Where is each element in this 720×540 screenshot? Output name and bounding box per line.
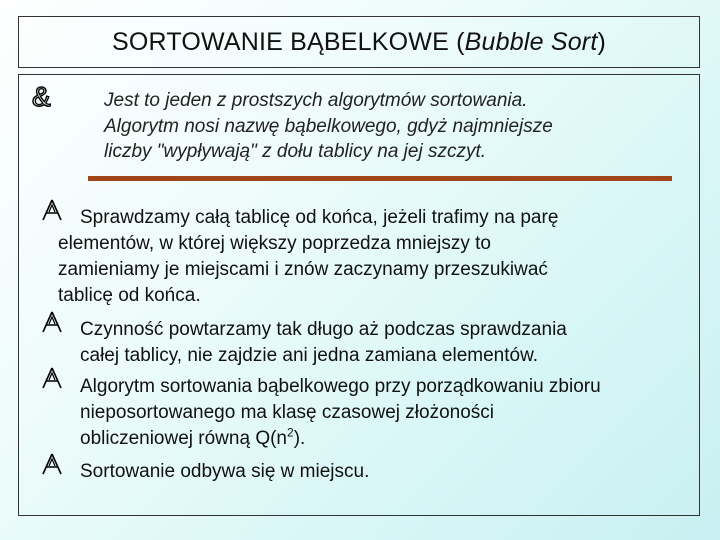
bullet-line: zamieniamy je miejscami i znów zaczynamy przeszukiwać: [58, 259, 548, 280]
bullet-line: [80, 426, 690, 452]
title-text: [112, 28, 606, 57]
bullet-item-2: [80, 317, 680, 369]
bullet-line: Sprawdzamy całą tablicę od końca, jeżeli trafimy na parę: [80, 207, 559, 228]
exponent: 2: [287, 425, 294, 440]
bullet-line: Czynność powtarzamy tak długo aż podczas sprawdzania: [80, 319, 567, 340]
bullet-line: tablicę od końca.: [58, 285, 201, 306]
triangle-a-bullet-icon: [40, 310, 64, 334]
complexity-tail: ).: [293, 428, 306, 449]
section-divider: [88, 176, 672, 181]
title-close: ): [597, 27, 606, 56]
bullet-line: Sortowanie odbywa się w miejscu.: [80, 461, 370, 482]
bullet-line: elementów, w której większy poprzedza mniejszy to: [58, 233, 491, 254]
bullet-line: nieposortowanego ma klasę czasowej złożoności: [80, 402, 495, 423]
bullet-line: całej tablicy, nie zajdzie ani jedna zamiana elementów.: [80, 345, 539, 366]
title-main: SORTOWANIE BĄBELKOWE (: [112, 27, 465, 56]
intro-line: Jest to jeden z prostszych algorytmów sortowania.: [104, 90, 528, 111]
svg-text:&: &: [32, 82, 51, 110]
bullet-item-1: [58, 205, 678, 309]
bullet-item-3: [80, 374, 690, 452]
bullet-line: Algorytm sortowania bąbelkowego przy porządkowaniu zbioru: [80, 376, 601, 397]
title-italic: Bubble Sort: [464, 27, 598, 56]
intro-paragraph: [104, 88, 664, 165]
intro-line: Algorytm nosi nazwę bąbelkowego, gdyż najmniejsze: [104, 115, 553, 137]
intro-line: liczby "wypływają" z dołu tablicy na jej szczyt.: [104, 141, 487, 162]
bullet-item-4: [80, 459, 680, 485]
triangle-a-bullet-icon: [40, 366, 64, 390]
triangle-a-bullet-icon: [40, 452, 64, 476]
ampersand-icon: [30, 82, 64, 110]
slide-title: [18, 16, 700, 68]
complexity-text: obliczeniowej równą Q(n: [80, 428, 287, 449]
